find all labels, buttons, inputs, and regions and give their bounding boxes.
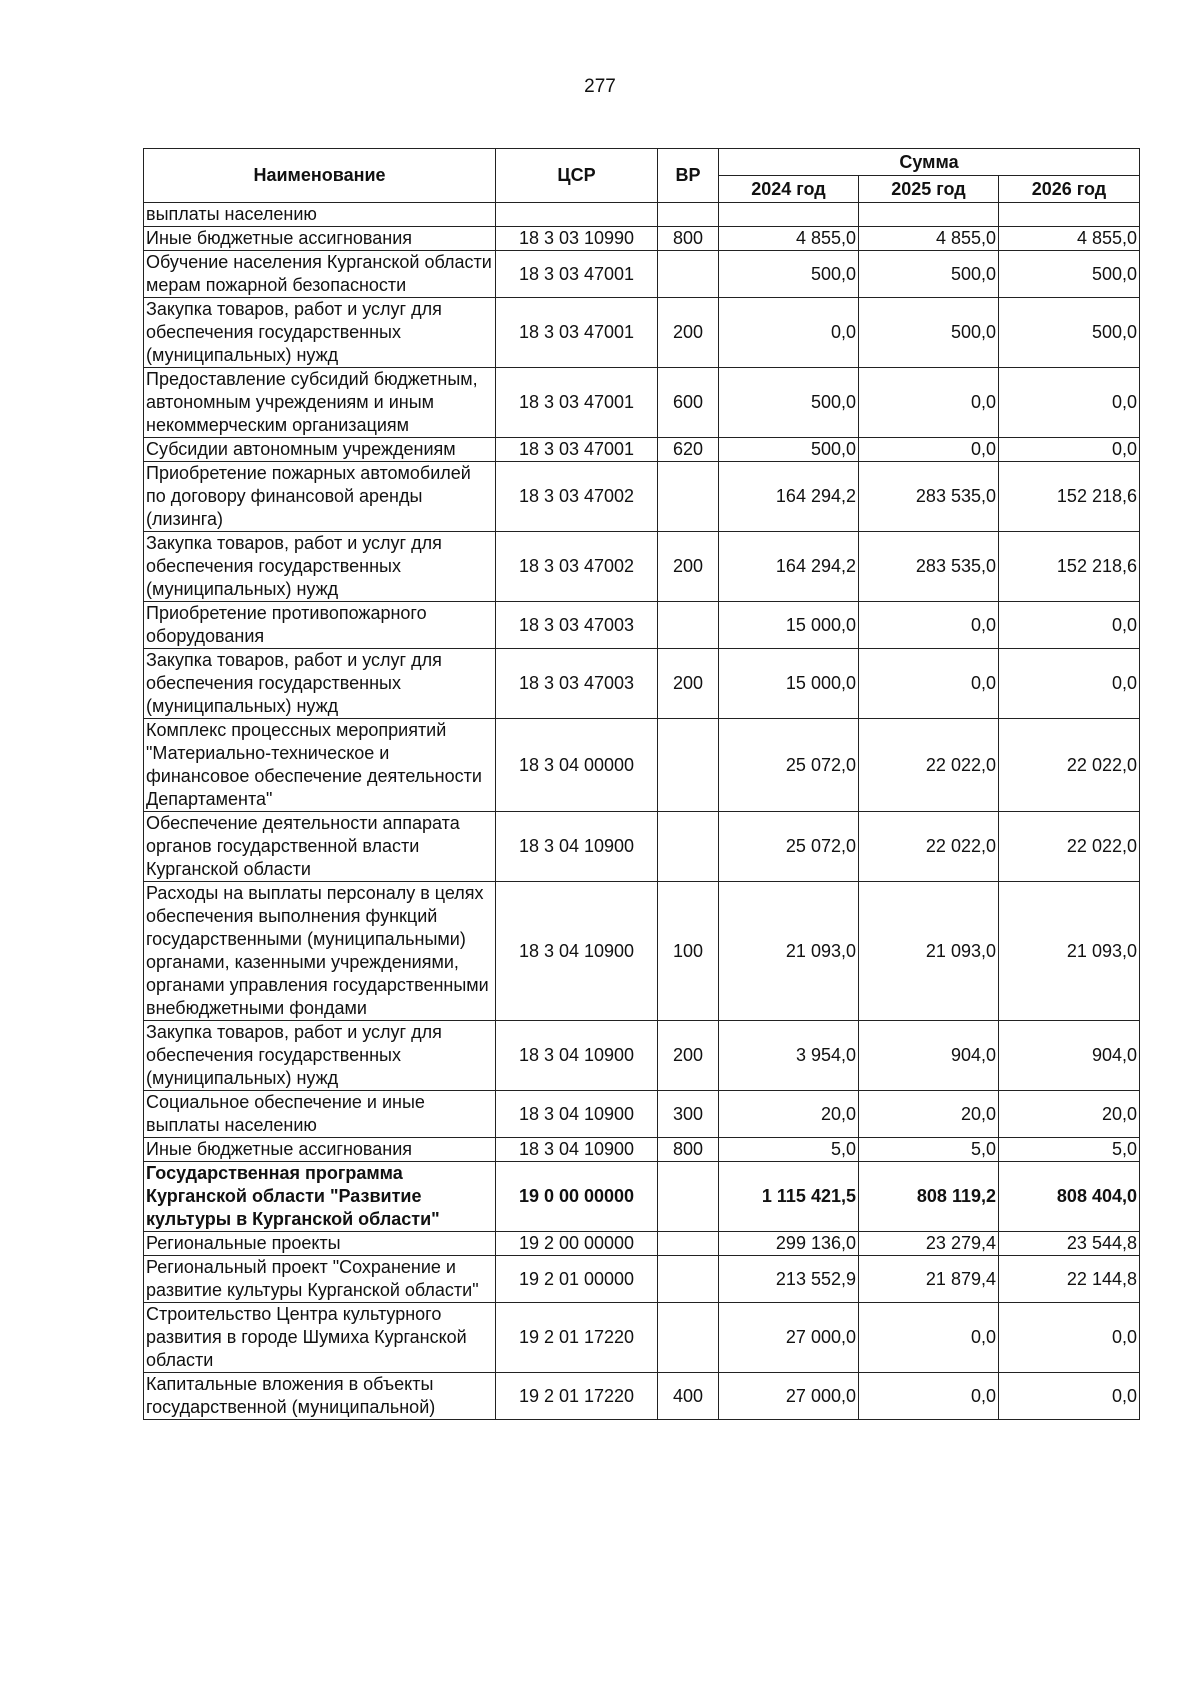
table-row <box>144 532 1140 602</box>
row-2025: 0,0 <box>859 438 999 462</box>
row-2026: 4 855,0 <box>999 227 1140 251</box>
row-csr: 18 3 03 47002 <box>496 532 658 602</box>
table-row <box>144 227 1140 251</box>
row-vr <box>658 251 719 298</box>
row-2024: 500,0 <box>719 368 859 438</box>
continuation-row <box>144 203 1140 227</box>
row-2026: 152 218,6 <box>999 532 1140 602</box>
row-2025: 22 022,0 <box>859 812 999 882</box>
row-csr: 18 3 04 00000 <box>496 719 658 812</box>
row-2026: 22 022,0 <box>999 812 1140 882</box>
row-name: Приобретение противопожарного оборудования <box>144 602 496 649</box>
row-csr: 18 3 03 47001 <box>496 438 658 462</box>
row-2026: 22 022,0 <box>999 719 1140 812</box>
row-2026: 0,0 <box>999 602 1140 649</box>
row-name: Социальное обеспечение и иные выплаты населению <box>144 1091 496 1138</box>
row-vr: 620 <box>658 438 719 462</box>
row-vr: 200 <box>658 298 719 368</box>
row-vr <box>658 1232 719 1256</box>
row-2025: 283 535,0 <box>859 462 999 532</box>
table-row <box>144 251 1140 298</box>
row-2025: 0,0 <box>859 1373 999 1420</box>
row-2024: 299 136,0 <box>719 1232 859 1256</box>
row-2026: 5,0 <box>999 1138 1140 1162</box>
table-body <box>144 203 1140 1420</box>
row-vr <box>658 602 719 649</box>
row-csr: 19 2 00 00000 <box>496 1232 658 1256</box>
row-csr: 18 3 04 10900 <box>496 1091 658 1138</box>
header-name: Наименование <box>144 149 496 203</box>
row-vr <box>658 1162 719 1232</box>
row-2026: 0,0 <box>999 1373 1140 1420</box>
row-2026: 808 404,0 <box>999 1162 1140 1232</box>
row-2026: 0,0 <box>999 649 1140 719</box>
budget-table <box>143 148 1140 1420</box>
row-name: Комплекс процессных мероприятий "Материально-техническое и финансовое обеспечение деятельности Департамента" <box>144 719 496 812</box>
row-vr: 200 <box>658 649 719 719</box>
row-2024: 21 093,0 <box>719 882 859 1021</box>
row-name: Закупка товаров, работ и услуг для обеспечения государственных (муниципальных) нужд <box>144 649 496 719</box>
row-name: Закупка товаров, работ и услуг для обеспечения государственных (муниципальных) нужд <box>144 1021 496 1091</box>
table-row <box>144 882 1140 1021</box>
row-vr: 400 <box>658 1373 719 1420</box>
row-2026: 500,0 <box>999 298 1140 368</box>
row-2025 <box>859 203 999 227</box>
row-name: Иные бюджетные ассигнования <box>144 227 496 251</box>
row-vr <box>658 812 719 882</box>
row-name: Приобретение пожарных автомобилей по договору финансовой аренды (лизинга) <box>144 462 496 532</box>
row-csr: 19 2 01 17220 <box>496 1303 658 1373</box>
table-row <box>144 602 1140 649</box>
header-sum: Сумма <box>719 149 1140 176</box>
row-csr: 18 3 04 10900 <box>496 1138 658 1162</box>
row-name: Предоставление субсидий бюджетным, автономным учреждениям и иным некоммерческим организациям <box>144 368 496 438</box>
row-2024: 500,0 <box>719 251 859 298</box>
row-vr: 300 <box>658 1091 719 1138</box>
row-2024: 20,0 <box>719 1091 859 1138</box>
row-name: Региональные проекты <box>144 1232 496 1256</box>
row-2026: 152 218,6 <box>999 462 1140 532</box>
row-2025: 0,0 <box>859 602 999 649</box>
row-2024 <box>719 203 859 227</box>
header-vr: ВР <box>658 149 719 203</box>
row-2024: 500,0 <box>719 438 859 462</box>
row-2025: 23 279,4 <box>859 1232 999 1256</box>
row-csr: 18 3 03 47001 <box>496 251 658 298</box>
row-2025: 500,0 <box>859 298 999 368</box>
row-csr: 19 0 00 00000 <box>496 1162 658 1232</box>
table-row <box>144 812 1140 882</box>
row-vr: 600 <box>658 368 719 438</box>
row-csr: 18 3 03 10990 <box>496 227 658 251</box>
row-2024: 27 000,0 <box>719 1303 859 1373</box>
row-vr <box>658 462 719 532</box>
row-2024: 25 072,0 <box>719 719 859 812</box>
header-2025: 2025 год <box>859 176 999 203</box>
row-name: Закупка товаров, работ и услуг для обеспечения государственных (муниципальных) нужд <box>144 298 496 368</box>
row-2025: 22 022,0 <box>859 719 999 812</box>
row-2024: 213 552,9 <box>719 1256 859 1303</box>
table-row <box>144 438 1140 462</box>
row-vr: 200 <box>658 1021 719 1091</box>
row-name: Иные бюджетные ассигнования <box>144 1138 496 1162</box>
row-csr: 18 3 04 10900 <box>496 882 658 1021</box>
row-2025: 0,0 <box>859 1303 999 1373</box>
row-name: Капитальные вложения в объекты государственной (муниципальной) <box>144 1373 496 1420</box>
row-name: Закупка товаров, работ и услуг для обеспечения государственных (муниципальных) нужд <box>144 532 496 602</box>
row-2025: 0,0 <box>859 649 999 719</box>
row-2026: 20,0 <box>999 1091 1140 1138</box>
row-csr: 18 3 03 47003 <box>496 602 658 649</box>
row-2024: 164 294,2 <box>719 462 859 532</box>
row-2026: 0,0 <box>999 368 1140 438</box>
row-2026 <box>999 203 1140 227</box>
row-2025: 21 879,4 <box>859 1256 999 1303</box>
row-2024: 27 000,0 <box>719 1373 859 1420</box>
row-2024: 15 000,0 <box>719 649 859 719</box>
row-vr: 200 <box>658 532 719 602</box>
row-2025: 808 119,2 <box>859 1162 999 1232</box>
row-csr: 18 3 03 47001 <box>496 298 658 368</box>
row-2024: 1 115 421,5 <box>719 1162 859 1232</box>
row-2025: 5,0 <box>859 1138 999 1162</box>
table-row <box>144 649 1140 719</box>
row-2024: 0,0 <box>719 298 859 368</box>
row-2024: 4 855,0 <box>719 227 859 251</box>
row-2025: 283 535,0 <box>859 532 999 602</box>
row-name: Расходы на выплаты персоналу в целях обеспечения выполнения функций государственными (муниципальными) органами, казенными учреждениями, органами управления государственными внебюджетными фондами <box>144 882 496 1021</box>
table-row <box>144 1232 1140 1256</box>
row-vr <box>658 203 719 227</box>
row-name: Строительство Центра культурного развития в городе Шумиха Курганской области <box>144 1303 496 1373</box>
row-csr: 18 3 03 47003 <box>496 649 658 719</box>
row-2026: 0,0 <box>999 1303 1140 1373</box>
table-row <box>144 462 1140 532</box>
row-vr <box>658 1303 719 1373</box>
row-2025: 20,0 <box>859 1091 999 1138</box>
row-2025: 21 093,0 <box>859 882 999 1021</box>
row-2024: 15 000,0 <box>719 602 859 649</box>
row-name: Обучение населения Курганской области мерам пожарной безопасности <box>144 251 496 298</box>
row-2026: 500,0 <box>999 251 1140 298</box>
row-csr: 18 3 04 10900 <box>496 812 658 882</box>
header-csr: ЦСР <box>496 149 658 203</box>
header-2026: 2026 год <box>999 176 1140 203</box>
row-csr: 19 2 01 00000 <box>496 1256 658 1303</box>
table-row <box>144 1373 1140 1420</box>
table-row <box>144 1138 1140 1162</box>
row-2025: 4 855,0 <box>859 227 999 251</box>
row-vr: 800 <box>658 1138 719 1162</box>
row-vr <box>658 719 719 812</box>
row-csr: 18 3 03 47001 <box>496 368 658 438</box>
row-name: Региональный проект "Сохранение и развитие культуры Курганской области" <box>144 1256 496 1303</box>
table-row <box>144 1021 1140 1091</box>
row-2025: 500,0 <box>859 251 999 298</box>
row-name: Субсидии автономным учреждениям <box>144 438 496 462</box>
row-csr <box>496 203 658 227</box>
table-row <box>144 1162 1140 1232</box>
row-csr: 19 2 01 17220 <box>496 1373 658 1420</box>
row-name: Государственная программа Курганской области "Развитие культуры в Курганской области" <box>144 1162 496 1232</box>
row-csr: 18 3 03 47002 <box>496 462 658 532</box>
row-2026: 22 144,8 <box>999 1256 1140 1303</box>
row-2026: 0,0 <box>999 438 1140 462</box>
row-csr: 18 3 04 10900 <box>496 1021 658 1091</box>
table-row <box>144 368 1140 438</box>
row-2026: 21 093,0 <box>999 882 1140 1021</box>
row-2024: 3 954,0 <box>719 1021 859 1091</box>
row-2024: 5,0 <box>719 1138 859 1162</box>
row-2024: 25 072,0 <box>719 812 859 882</box>
table-row <box>144 1256 1140 1303</box>
table-row <box>144 1091 1140 1138</box>
table-row <box>144 1303 1140 1373</box>
page-number: 277 <box>584 76 616 97</box>
row-2024: 164 294,2 <box>719 532 859 602</box>
row-vr: 100 <box>658 882 719 1021</box>
row-2026: 23 544,8 <box>999 1232 1140 1256</box>
table-row <box>144 719 1140 812</box>
row-vr: 800 <box>658 227 719 251</box>
table-row <box>144 298 1140 368</box>
row-2025: 904,0 <box>859 1021 999 1091</box>
row-2026: 904,0 <box>999 1021 1140 1091</box>
row-name: Обеспечение деятельности аппарата органов государственной власти Курганской области <box>144 812 496 882</box>
row-2025: 0,0 <box>859 368 999 438</box>
row-vr <box>658 1256 719 1303</box>
row-name: выплаты населению <box>144 203 496 227</box>
header-2024: 2024 год <box>719 176 859 203</box>
table-header <box>144 149 1140 203</box>
